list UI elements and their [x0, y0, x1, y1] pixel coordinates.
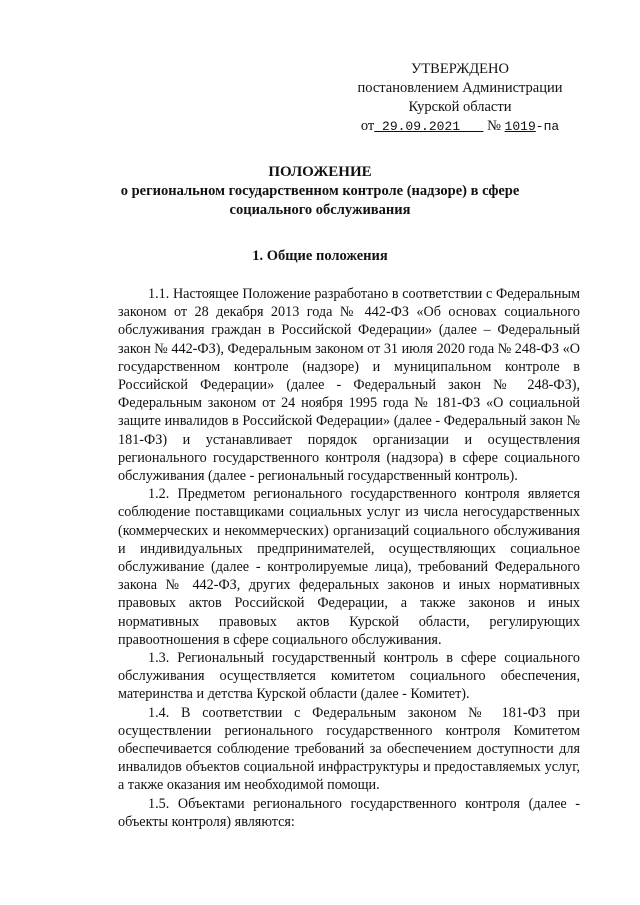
paragraph-1-1: 1.1. Настоящее Положение разработано в соответствии с Федеральным законом от 28 декабря 2013 года № 442-ФЗ «Об основах социального обслуживания граждан в Российской Федерации» (далее – Федеральный закон № 442-ФЗ), Федеральным законом от 31 июля 2020 года № 248-ФЗ «О государственном контроле (надзоре) и муниципальном контроле в Российской Федерации» (далее - Федеральный закон № 248-ФЗ), Федеральным законом от 24 ноября 1995 года № 181-ФЗ «О социальной защите инвалидов в Российской Федерации» (далее - Федеральный закон № 181-ФЗ) и устанавливает порядок организации и осуществления регионального государственного контроля (надзора) в сфере социального обслуживания (далее - региональный государственный контроль). — [118, 286, 580, 485]
title-subtitle-line1: о региональном государственном контроле (надзоре) в сфере — [120, 183, 520, 199]
approval-date: 29.09.2021 — [382, 119, 461, 134]
paragraph-1-5: 1.5. Объектами регионального государственного контроля (далее - объекты контроля) являются: — [118, 795, 580, 830]
number-suffix: -па — [535, 119, 560, 134]
approval-stamp — [340, 60, 580, 136]
paragraph-1-3: 1.3. Региональный государственный контроль в сфере социального обслуживания осуществляется комитетом социального обеспечения, материнства и детства Курской области (далее - Комитет). — [118, 650, 580, 703]
approval-number: 1019 — [504, 119, 536, 134]
title-heading: ПОЛОЖЕНИЕ — [268, 164, 372, 180]
paragraph-1-4: 1.4. В соответствии с Федеральным законом № 181-ФЗ при осуществлении регионального государственного контроля Комитетом обеспечивается соблюдение требований за обеспечением доступности для инвалидов объектов социальной инфраструктуры и предоставляемых услуг, а также оказания им необходимой помощи. — [118, 704, 580, 794]
paragraph-1-2: 1.2. Предметом регионального государственного контроля является соблюдение поставщиками социальных услуг из числа негосударственных (коммерческих и некоммерческих) организаций социального обслуживания и индивидуальных предпринимателей, осуществляющих социальное обслуживание (далее - контролируемые лица), требований Федерального закона № 442-ФЗ, других федеральных законов и иных нормативных правовых актов Российской Федерации, а также законов и иных нормативных правовых актов Курской области, регулирующих правоотношения в сфере социального обслуживания. — [118, 486, 580, 648]
number-label: № — [487, 118, 501, 134]
section-heading: 1. Общие положения — [252, 248, 388, 264]
approval-date-number — [340, 117, 580, 136]
title-subtitle-line2: социального обслуживания — [229, 202, 411, 218]
from-prefix: от — [360, 118, 375, 134]
document-title — [60, 163, 580, 220]
document-body — [118, 285, 580, 831]
approved-label: УТВЕРЖДЕНО — [411, 61, 509, 77]
approval-region: Курской области — [408, 99, 512, 115]
approval-authority: постановлением Администрации — [357, 80, 563, 96]
